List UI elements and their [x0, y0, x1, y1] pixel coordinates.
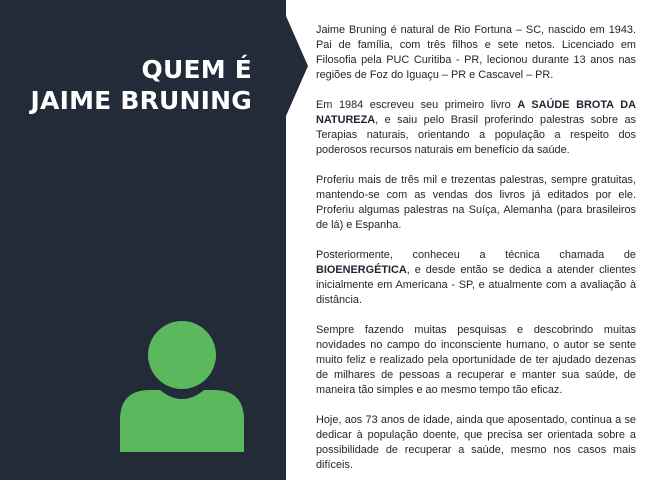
paragraph-2-text-start: Em 1984 escreveu seu primeiro livro [316, 99, 518, 111]
paragraph-4 [316, 248, 636, 308]
panel-arrow [286, 16, 308, 116]
paragraph-2 [316, 98, 636, 158]
page-title [31, 54, 252, 116]
title-line-2: JAIME BRUNING [30, 86, 252, 115]
paragraph-4-text-start: Posteriormente, conheceu a técnica chamada de [316, 249, 636, 261]
user-silhouette-icon [120, 318, 244, 452]
paragraph-5: Sempre fazendo muitas pesquisas e descobrindo muitas novidades no campo do inconsciente humano, o autor se sente muito feliz e realizado pela oportunidade de ter ajudado dezenas de milhares de pessoas a recuperar e manter sua saúde, de maneira tão simples e ao mesmo tempo tão eficaz. [316, 324, 636, 396]
paragraph-6: Hoje, aos 73 anos de idade, ainda que aposentado, continua a se dedicar à população doente, que precisa ser orientada sobre a possibilidade de recuperar a saúde, mesmo nos casos mais difíceis. [316, 414, 636, 471]
bio-text [316, 23, 636, 480]
avatar-body [120, 390, 244, 452]
technique-name: BIOENERGÉTICA [316, 264, 407, 276]
book-title: A SAÚDE BROTA DA NATUREZA [316, 99, 636, 126]
paragraph-2-text-end: , e saiu pelo Brasil proferindo palestras sobre as Terapias naturais, orientando a população a respeito dos poderosos recursos naturais em benefício da saúde. [316, 114, 636, 156]
left-panel [0, 0, 286, 480]
title-line-1: QUEM É [141, 55, 252, 84]
paragraph-1: Jaime Bruning é natural de Rio Fortuna – SC, nascido em 1943. Pai de família, com três filhos e sete netos. Licenciado em Filosofia pela PUC Curitiba - PR, lecionou durante 13 anos nas regiões de Foz do Iguaçu – PR e Cascavel – PR. [316, 24, 636, 81]
paragraph-3: Proferiu mais de três mil e trezentas palestras, sempre gratuitas, mantendo-se com as vendas dos livros já editados por ele. Proferiu algumas palestras na Suíça, Alemanha (para brasileiros de lá) e Espanha. [316, 174, 636, 231]
avatar-head [148, 321, 216, 389]
paragraph-4-text-end: , e desde então se dedica a atender clientes inicialmente em Americana - SP, e atualmente com a avaliação à distância. [316, 264, 636, 306]
